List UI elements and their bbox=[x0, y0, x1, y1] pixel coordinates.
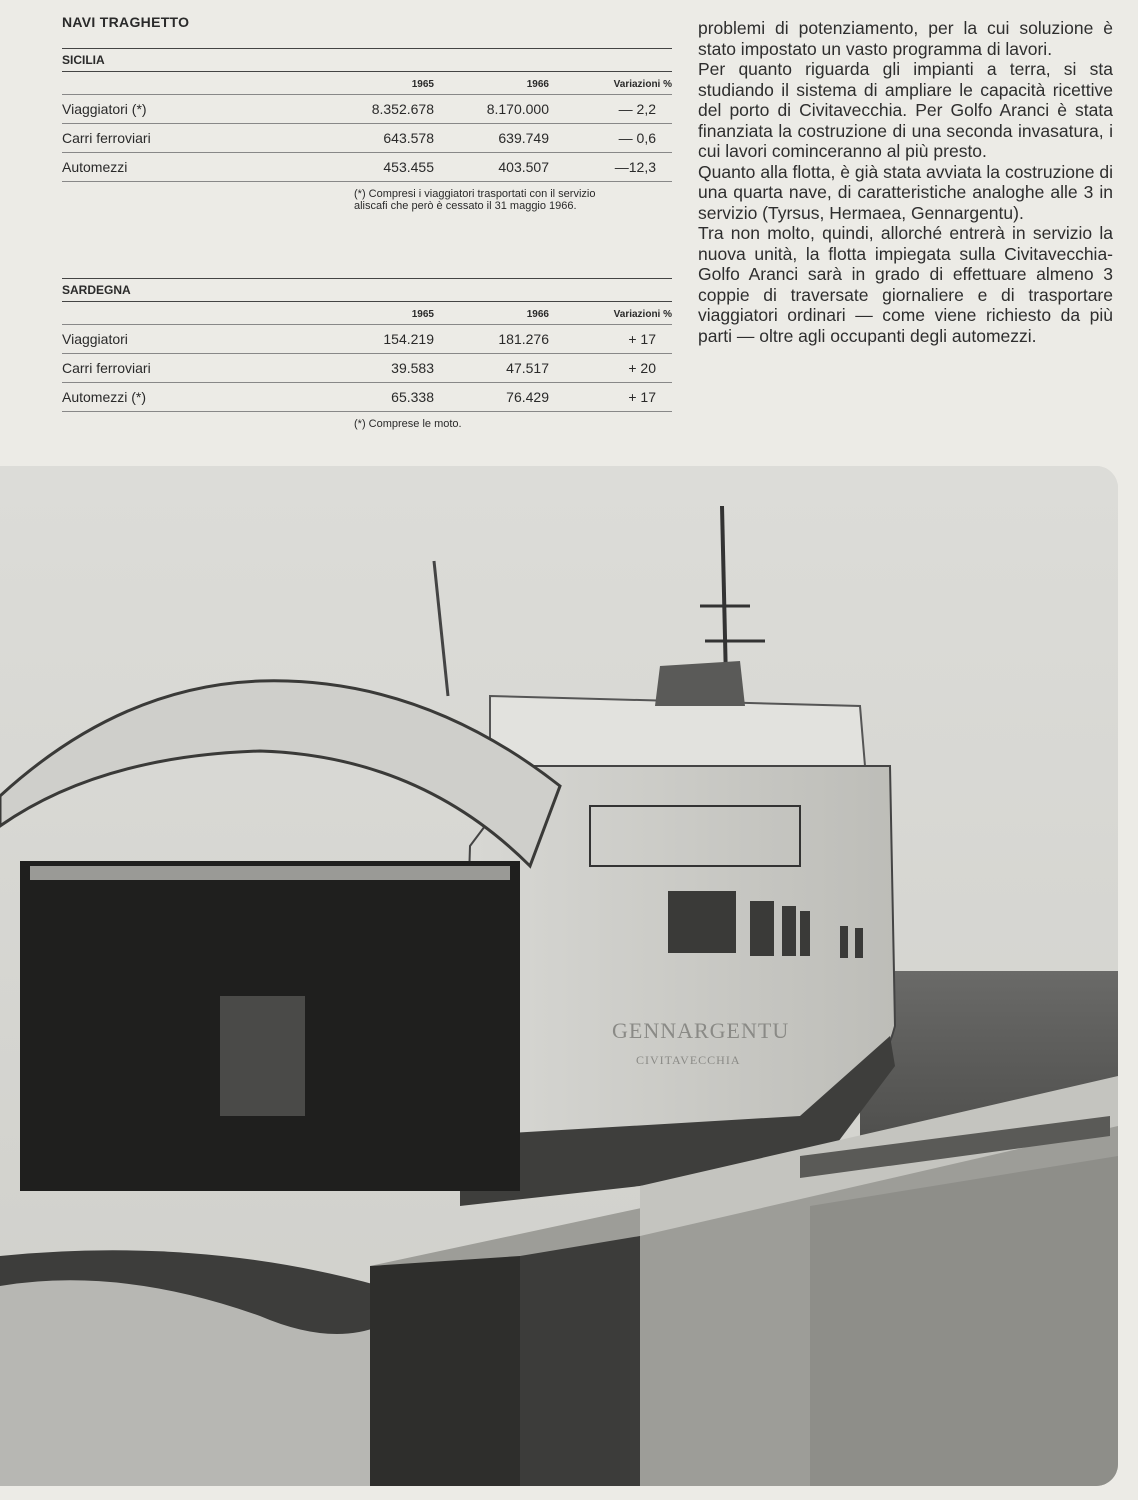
column-header bbox=[62, 72, 352, 95]
row-label: Carri ferroviari bbox=[62, 124, 352, 153]
footnote-line: aliscafi che però è cessato il 31 maggio 1966. bbox=[354, 200, 577, 212]
cabin-window bbox=[668, 891, 736, 953]
paragraph: Per quanto riguarda gli impianti a terra, si sta studiando il sistema di ampliare le capacità ricettive del porto di Civitavecchia. Per Golfo Aranci è stata finanziata la costruzione di una seconda invasatura, i cui lavori cominceranno al più presto. bbox=[698, 59, 1113, 161]
cabin-window bbox=[750, 901, 774, 956]
cabin-window bbox=[840, 926, 848, 958]
column-header bbox=[62, 302, 352, 325]
sicilia-footnote bbox=[354, 188, 672, 212]
column-header: 1965 bbox=[352, 72, 434, 95]
sardegna-footnote: (*) Comprese le moto. bbox=[354, 418, 462, 430]
row-label: Automezzi (*) bbox=[62, 383, 352, 412]
table-header-row bbox=[62, 302, 672, 325]
row-label: Carri ferroviari bbox=[62, 354, 352, 383]
left-column bbox=[62, 10, 672, 430]
value-1965: 643.578 bbox=[352, 124, 434, 153]
cabin-window bbox=[782, 906, 796, 956]
row-label: Viaggiatori (*) bbox=[62, 95, 352, 124]
paragraph: problemi di potenziamento, per la cui soluzione è stato impostato un vasto programma di lavori. bbox=[698, 18, 1113, 59]
quay-block bbox=[370, 1256, 520, 1486]
row-label: Automezzi bbox=[62, 153, 352, 182]
column-header: 1966 bbox=[434, 72, 549, 95]
column-header: Variazioni % bbox=[549, 302, 672, 325]
table-row bbox=[62, 354, 672, 383]
sardegna-title: SARDEGNA bbox=[62, 279, 672, 302]
value-1965: 154.219 bbox=[352, 325, 434, 354]
sardegna-section bbox=[62, 278, 672, 430]
sicilia-section bbox=[62, 48, 672, 212]
value-1966: 8.170.000 bbox=[434, 95, 549, 124]
value-variation: + 20 bbox=[549, 354, 672, 383]
table-row bbox=[62, 95, 672, 124]
table-row bbox=[62, 325, 672, 354]
deck-beam bbox=[30, 866, 510, 880]
value-variation: —12,3 bbox=[549, 153, 672, 182]
footnote-line: (*) Compresi i viaggiatori trasportati con il servizio bbox=[354, 188, 596, 200]
sicilia-table bbox=[62, 72, 672, 182]
body-text-column bbox=[698, 18, 1113, 346]
funnel bbox=[655, 661, 745, 706]
value-1965: 453.455 bbox=[352, 153, 434, 182]
quay-wall bbox=[810, 1156, 1118, 1486]
value-variation: — 0,6 bbox=[549, 124, 672, 153]
value-1965: 8.352.678 bbox=[352, 95, 434, 124]
value-variation: + 17 bbox=[549, 383, 672, 412]
paragraph: Quanto alla flotta, è già stata avviata la costruzione di una quarta nave, di caratteristiche analoghe alle 3 in servizio (Tyrsus, Hermaea, Gennargentu). bbox=[698, 161, 1113, 223]
column-header: 1966 bbox=[434, 302, 549, 325]
paragraph: Tra non molto, quindi, allorché entrerà in servizio la nuova unità, la flotta impiegata sulla Civitavecchia-Golfo Aranci sarà in grado di effettuare almeno 3 coppie di traversate giornaliere e di trasportare viaggiatori ordinari — come viene richiesto da più parti — oltre agli occupanti degli automezzi. bbox=[698, 223, 1113, 346]
table-row bbox=[62, 124, 672, 153]
upper-deck bbox=[490, 696, 865, 766]
value-1966: 47.517 bbox=[434, 354, 549, 383]
cabin-window bbox=[855, 928, 863, 958]
value-variation: — 2,2 bbox=[549, 95, 672, 124]
value-1966: 639.749 bbox=[434, 124, 549, 153]
ship-name-lettering: GENNARGENTU bbox=[612, 1018, 790, 1043]
value-1965: 65.338 bbox=[352, 383, 434, 412]
table-row bbox=[62, 383, 672, 412]
value-1966: 181.276 bbox=[434, 325, 549, 354]
cabin-window bbox=[800, 911, 810, 956]
vehicle-on-deck bbox=[220, 996, 305, 1116]
column-header: 1965 bbox=[352, 302, 434, 325]
sicilia-title: SICILIA bbox=[62, 49, 672, 72]
value-variation: + 17 bbox=[549, 325, 672, 354]
quay-block bbox=[520, 1236, 640, 1486]
ferry-photo bbox=[0, 466, 1118, 1486]
table-row bbox=[62, 153, 672, 182]
value-1965: 39.583 bbox=[352, 354, 434, 383]
ferry-photo-illustration bbox=[0, 466, 1118, 1486]
table-header-row bbox=[62, 72, 672, 95]
row-label: Viaggiatori bbox=[62, 325, 352, 354]
home-port-lettering: CIVITAVECCHIA bbox=[636, 1053, 741, 1067]
value-1966: 76.429 bbox=[434, 383, 549, 412]
column-header: Variazioni % bbox=[549, 72, 672, 95]
page-heading: NAVI TRAGHETTO bbox=[62, 14, 190, 30]
sardegna-table bbox=[62, 302, 672, 412]
value-1966: 403.507 bbox=[434, 153, 549, 182]
